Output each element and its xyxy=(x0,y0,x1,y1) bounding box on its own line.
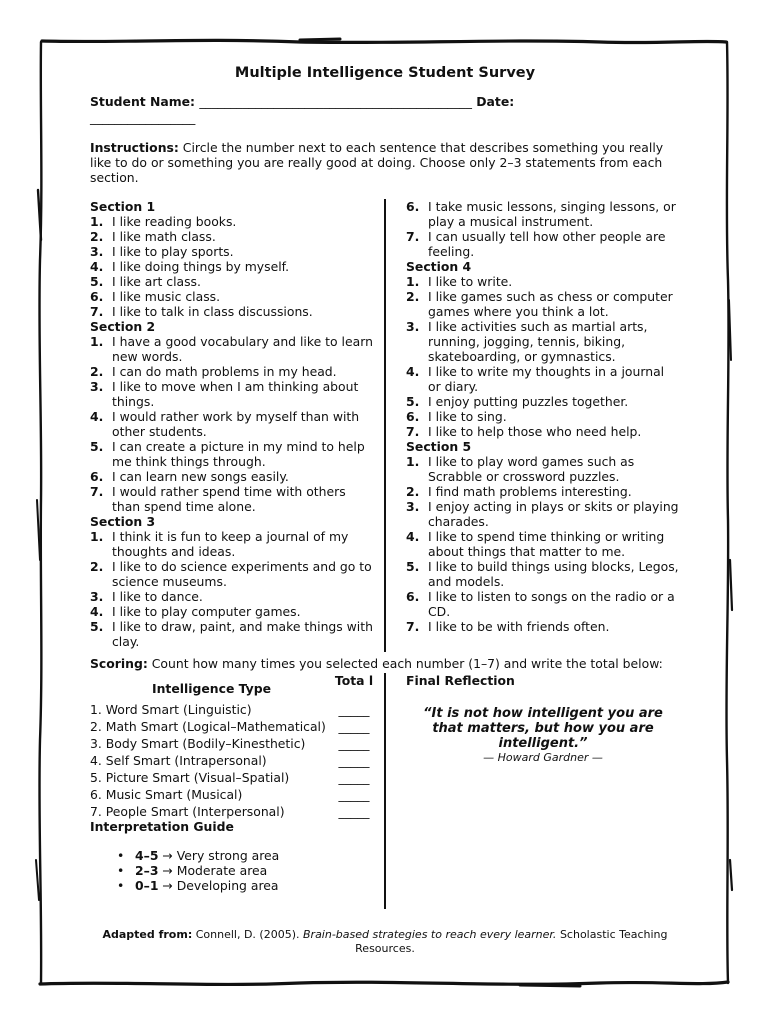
item-number: 2. xyxy=(90,229,104,244)
item-number: 2. xyxy=(406,289,420,304)
item-number: 7. xyxy=(406,424,420,439)
item-number: 1. xyxy=(90,529,104,544)
list-item[interactable] xyxy=(406,409,680,424)
item-text: I like to be with friends often. xyxy=(428,619,610,634)
table-header xyxy=(90,673,375,696)
item-number: 5. xyxy=(90,619,104,634)
list-item[interactable] xyxy=(90,229,373,244)
item-number: 6. xyxy=(406,409,420,424)
list-item[interactable] xyxy=(406,589,680,619)
item-text: I like activities such as martial arts, running, jogging, tennis, biking, skateboarding, or gymnastics. xyxy=(428,319,648,364)
list-item[interactable] xyxy=(406,454,680,484)
list-item[interactable] xyxy=(90,364,373,379)
item-number: 3. xyxy=(406,499,420,514)
total-blank[interactable]: _____ xyxy=(338,804,370,819)
item-number: 4. xyxy=(406,364,420,379)
intelligence-type-cell: 3. Body Smart (Bodily–Kinesthetic) xyxy=(90,736,306,751)
interpretation-text: Moderate area xyxy=(176,863,268,878)
item-text: I can learn new songs easily. xyxy=(112,469,289,484)
reflection-quote: “It is not how intelligent you are that matters, but how you are intelligent.” xyxy=(423,706,663,751)
citation-publisher: Scholastic Teaching Resources. xyxy=(355,928,668,955)
scoring-table xyxy=(90,673,375,893)
scoring-text: Count how many times you selected each number (1–7) and write the total below: xyxy=(151,656,663,671)
intelligence-type-header: Intelligence Type xyxy=(152,681,271,696)
intelligence-type-cell: 1. Word Smart (Linguistic) xyxy=(90,702,252,717)
scoring-section xyxy=(90,673,680,911)
arrow-icon: → xyxy=(162,878,173,893)
total-blank[interactable]: _____ xyxy=(338,702,370,717)
section-title: Section 2 xyxy=(90,319,156,334)
total-blank[interactable]: _____ xyxy=(338,719,370,734)
student-name-blank[interactable]: ____________________________________________ xyxy=(199,94,472,109)
quote-attribution: — Howard Gardner — xyxy=(483,751,603,764)
item-text: I can do math problems in my head. xyxy=(112,364,337,379)
date-label: Date: xyxy=(476,94,515,109)
list-item[interactable] xyxy=(90,379,373,409)
section-title: Section 5 xyxy=(406,439,472,454)
intelligence-type-cell: 6. Music Smart (Musical) xyxy=(90,787,243,802)
list-item[interactable] xyxy=(90,484,373,514)
citation-book: Brain-based strategies to reach every learner. xyxy=(303,928,557,941)
arrow-icon: → xyxy=(162,863,173,878)
item-number: 3. xyxy=(90,589,104,604)
item-text: I find math problems interesting. xyxy=(428,484,632,499)
page-title: Multiple Intelligence Student Survey xyxy=(234,65,536,81)
right-column xyxy=(406,199,680,634)
survey-page xyxy=(90,64,680,911)
left-column xyxy=(90,199,373,649)
item-number: 7. xyxy=(406,229,420,244)
section-title: Section 4 xyxy=(406,259,472,274)
item-text: I like to do science experiments and go to science museums. xyxy=(112,559,372,589)
item-text: I like to listen to songs on the radio or a CD. xyxy=(428,589,675,619)
item-number: 1. xyxy=(90,214,104,229)
list-item[interactable] xyxy=(406,559,680,589)
item-text: I like to write. xyxy=(428,274,513,289)
item-text: I would rather work by myself than with other students. xyxy=(112,409,360,439)
column-divider xyxy=(384,673,386,909)
list-item[interactable] xyxy=(406,274,680,289)
list-item[interactable] xyxy=(406,424,680,439)
list-item[interactable] xyxy=(90,214,373,229)
intelligence-type-cell: 4. Self Smart (Intrapersonal) xyxy=(90,753,267,768)
intelligence-type-cell: 2. Math Smart (Logical–Mathematical) xyxy=(90,719,326,734)
item-text: I like reading books. xyxy=(112,214,237,229)
list-item[interactable] xyxy=(406,319,680,364)
item-number: 7. xyxy=(90,304,104,319)
section-title: Section 1 xyxy=(90,199,156,214)
item-text: I like to move when I am thinking about things. xyxy=(112,379,359,409)
item-text: I like to sing. xyxy=(428,409,507,424)
reflection-title: Final Reflection xyxy=(406,673,515,688)
interpretation-list xyxy=(90,848,375,893)
item-text: I like to write my thoughts in a journal or diary. xyxy=(428,364,665,394)
item-text: I like games such as chess or computer games where you think a lot. xyxy=(428,289,673,319)
list-item[interactable] xyxy=(406,199,680,229)
table-row xyxy=(90,804,375,819)
item-number: 5. xyxy=(90,274,104,289)
item-number: 2. xyxy=(406,484,420,499)
interpretation-text: Developing area xyxy=(176,878,279,893)
item-number: 7. xyxy=(90,484,104,499)
arrow-icon: → xyxy=(162,848,173,863)
item-number: 1. xyxy=(406,454,420,469)
item-number: 6. xyxy=(406,589,420,604)
item-text: I take music lessons, singing lessons, or play a musical instrument. xyxy=(428,199,676,229)
list-item[interactable] xyxy=(90,409,373,439)
item-number: 6. xyxy=(90,469,104,484)
instructions xyxy=(90,140,680,185)
list-item[interactable] xyxy=(406,394,680,409)
item-text: I think it is fun to keep a journal of my thoughts and ideas. xyxy=(112,529,349,559)
score-range: 0–1 xyxy=(135,878,159,893)
total-blank[interactable]: _____ xyxy=(338,736,370,751)
intelligence-type-cell: 7. People Smart (Interpersonal) xyxy=(90,804,285,819)
list-item[interactable] xyxy=(90,259,373,274)
list-item[interactable] xyxy=(406,619,680,634)
interpretation-title: Interpretation Guide xyxy=(90,819,234,834)
item-text: I like art class. xyxy=(112,274,201,289)
list-item[interactable] xyxy=(90,604,373,619)
table-row xyxy=(90,753,375,768)
item-text: I like music class. xyxy=(112,289,221,304)
list-item[interactable] xyxy=(406,484,680,499)
list-item xyxy=(135,848,375,863)
item-text: I like to help those who need help. xyxy=(428,424,642,439)
item-number: 7. xyxy=(406,619,420,634)
item-text: I like math class. xyxy=(112,229,216,244)
total-blank[interactable]: _____ xyxy=(338,770,370,785)
list-item[interactable] xyxy=(406,229,680,259)
list-item[interactable] xyxy=(406,289,680,319)
final-reflection xyxy=(406,673,680,765)
list-item[interactable] xyxy=(90,304,373,319)
item-number: 6. xyxy=(90,289,104,304)
list-item[interactable] xyxy=(90,529,373,559)
table-row xyxy=(90,787,375,802)
scoring-instructions xyxy=(90,656,680,671)
item-text: I like to spend time thinking or writing about things that matter to me. xyxy=(428,529,665,559)
item-text: I like to build things using blocks, Legos, and models. xyxy=(428,559,679,589)
item-text: I like to play sports. xyxy=(112,244,234,259)
item-text: I like to play computer games. xyxy=(112,604,301,619)
list-item[interactable] xyxy=(90,619,373,649)
item-text: I like to draw, paint, and make things with clay. xyxy=(112,619,373,649)
student-name-label: Student Name: xyxy=(90,94,195,109)
item-number: 4. xyxy=(90,604,104,619)
table-row xyxy=(90,719,375,734)
date-blank[interactable]: _________________ xyxy=(90,110,196,125)
score-range: 2–3 xyxy=(135,863,159,878)
interpretation-text: Very strong area xyxy=(176,848,280,863)
list-item[interactable] xyxy=(406,499,680,529)
list-item xyxy=(135,878,375,893)
instructions-label: Instructions: xyxy=(90,140,179,155)
item-text: I can create a picture in my mind to help me think things through. xyxy=(112,439,365,469)
student-name-row xyxy=(90,94,680,126)
table-row xyxy=(90,736,375,751)
scoring-label: Scoring: xyxy=(90,656,148,671)
item-number: 2. xyxy=(90,364,104,379)
citation-footer xyxy=(90,928,680,956)
item-number: 6. xyxy=(406,199,420,214)
list-item[interactable] xyxy=(90,334,373,364)
item-text: I like to dance. xyxy=(112,589,203,604)
item-text: I enjoy putting puzzles together. xyxy=(428,394,629,409)
item-number: 4. xyxy=(90,409,104,424)
item-number: 5. xyxy=(90,439,104,454)
list-item[interactable] xyxy=(90,244,373,259)
score-range: 4–5 xyxy=(135,848,159,863)
list-item[interactable] xyxy=(406,529,680,559)
survey-sections xyxy=(90,199,680,652)
instructions-text: Circle the number next to each sentence that describes something you really like to do or something you are really good at doing. Choose only 2–3 statements from each section. xyxy=(90,140,664,185)
list-item[interactable] xyxy=(90,559,373,589)
item-text: I like to play word games such as Scrabble or crossword puzzles. xyxy=(428,454,635,484)
item-number: 1. xyxy=(406,274,420,289)
item-text: I have a good vocabulary and like to learn new words. xyxy=(112,334,373,364)
item-number: 5. xyxy=(406,394,420,409)
total-blank[interactable]: _____ xyxy=(338,753,370,768)
item-text: I would rather spend time with others than spend time alone. xyxy=(112,484,346,514)
item-number: 3. xyxy=(406,319,420,334)
item-number: 3. xyxy=(90,244,104,259)
item-number: 5. xyxy=(406,559,420,574)
list-item[interactable] xyxy=(90,439,373,469)
section-title: Section 3 xyxy=(90,514,156,529)
total-blank[interactable]: _____ xyxy=(338,787,370,802)
item-number: 2. xyxy=(90,559,104,574)
item-text: I enjoy acting in plays or skits or playing charades. xyxy=(428,499,679,529)
item-text: I can usually tell how other people are feeling. xyxy=(428,229,666,259)
list-item xyxy=(135,863,375,878)
list-item[interactable] xyxy=(90,289,373,304)
list-item[interactable] xyxy=(90,274,373,289)
citation-label: Adapted from: xyxy=(102,928,193,941)
citation-author: Connell, D. (2005). xyxy=(195,928,300,941)
list-item[interactable] xyxy=(406,364,680,394)
table-row xyxy=(90,770,375,785)
column-divider xyxy=(384,199,386,652)
table-row xyxy=(90,702,375,717)
item-number: 4. xyxy=(90,259,104,274)
item-text: I like to talk in class discussions. xyxy=(112,304,313,319)
item-number: 1. xyxy=(90,334,104,349)
intelligence-type-cell: 5. Picture Smart (Visual–Spatial) xyxy=(90,770,290,785)
list-item[interactable] xyxy=(90,589,373,604)
item-text: I like doing things by myself. xyxy=(112,259,290,274)
total-header: Tota l xyxy=(334,673,374,688)
item-number: 3. xyxy=(90,379,104,394)
list-item[interactable] xyxy=(90,469,373,484)
item-number: 4. xyxy=(406,529,420,544)
